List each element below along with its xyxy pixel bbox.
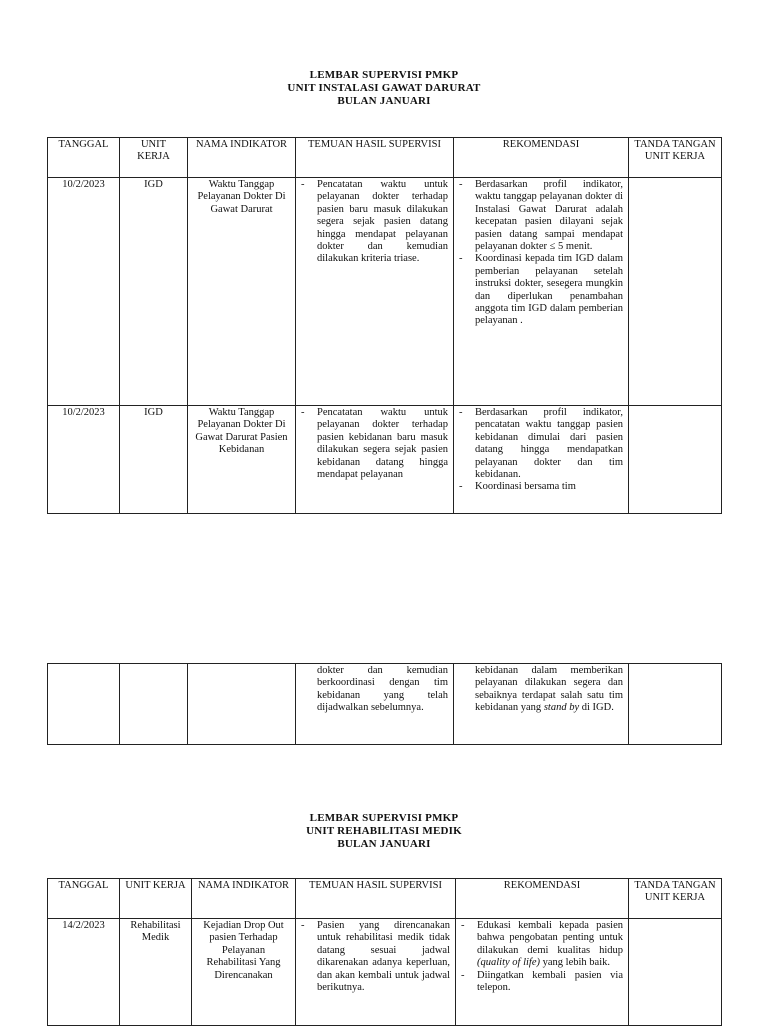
rekomendasi-item: - Berdasarkan profil indikator, waktu tanggap pelayanan dokter di Instalasi Gawat Darurat adalah kecepatan pasien dilayani sejak pasien datang sampai mendapat pelayanan dokter ≤ 5 menit. xyxy=(475,179,623,253)
header-unit-kerja: UNIT KERJA xyxy=(120,879,192,919)
rekomendasi-item: - Berdasarkan profil indikator, pencatatan waktu tanggap pasien kebidanan dimulai dari pasien datang hingga mendapatkan pelayanan dokter dan tim kebidanan. xyxy=(475,407,623,481)
cell-temuan xyxy=(296,178,454,406)
cell-temuan xyxy=(296,664,454,745)
rekomendasi-item: - Koordinasi bersama tim xyxy=(475,481,623,493)
doc2-title-line-1: LEMBAR SUPERVISI PMKP xyxy=(309,812,459,824)
cell-indikator: Waktu Tanggap Pelayanan Dokter Di Gawat Darurat Pasien Kebidanan xyxy=(188,406,296,514)
table-header-row xyxy=(48,879,722,919)
header-nama-indikator: NAMA INDIKATOR xyxy=(188,138,296,178)
doc1-title-line-2: UNIT INSTALASI GAWAT DARURAT xyxy=(287,82,481,94)
header-nama-indikator: NAMA INDIKATOR xyxy=(192,879,296,919)
doc2-title-line-2: UNIT REHABILITASI MEDIK xyxy=(306,825,462,837)
cell-tanda-tangan xyxy=(629,664,722,745)
table-row xyxy=(48,664,722,745)
doc1-title-line-3: BULAN JANUARI xyxy=(337,95,431,107)
cell-temuan xyxy=(296,919,456,1026)
header-rekomendasi: REKOMENDASI xyxy=(454,138,629,178)
header-unit-kerja: UNIT KERJA xyxy=(120,138,188,178)
rekomendasi-item: - Koordinasi kepada tim IGD dalam pemberian pelayanan setelah instruksi dokter, sesegera mungkin dan diperlukan penambahan anggota tim IGD dalam pemberian pelayanan . xyxy=(475,253,623,327)
temuan-continuation: dokter dan kemudian berkoordinasi dengan tim kebidanan yang telah dijadwalkan sebelumnya. xyxy=(317,665,448,714)
cell-indikator xyxy=(188,664,296,745)
table-header-row xyxy=(48,138,722,178)
rekomendasi-text: di IGD. xyxy=(581,702,614,714)
cell-unit xyxy=(120,664,188,745)
rekomendasi-item xyxy=(477,920,623,970)
rekomendasi-continuation xyxy=(459,665,623,715)
rekomendasi-text: kebidanan dalam memberikan pelayanan dilakukan segera dan sebaiknya terdapat salah satu tim kebidanan yang xyxy=(475,665,623,714)
temuan-item: - Pasien yang direncanakan untuk rehabilitasi medik tidak datang sesuai jadwal dikarenakan adanya keperluan, dan akan kembali untuk jadwal berikutnya. xyxy=(317,920,450,994)
table-row xyxy=(48,406,722,514)
cell-tanda-tangan xyxy=(629,919,722,1026)
header-temuan: TEMUAN HASIL SUPERVISI xyxy=(296,879,456,919)
table-row xyxy=(48,919,722,1026)
doc1-continuation-table xyxy=(47,663,722,745)
cell-tanda-tangan xyxy=(629,406,722,514)
cell-indikator: Waktu Tanggap Pelayanan Dokter Di Gawat Darurat xyxy=(188,178,296,406)
header-tanggal: TANGGAL xyxy=(48,879,120,919)
rekomendasi-text: Edukasi kembali kepada pasien bahwa pengobatan penting untuk dilakukan demi kualitas hidup xyxy=(477,920,623,956)
temuan-item: - Pencatatan waktu untuk pelayanan dokter terhadap pasien baru masuk dilakukan segera sejak pasien datang hingga mendapat pelayanan dokter dan kemudian dilakukan kriteria triase. xyxy=(317,179,448,266)
cell-rekomendasi xyxy=(454,178,629,406)
rekomendasi-text: yang lebih baik. xyxy=(542,957,610,969)
cell-rekomendasi xyxy=(454,406,629,514)
rekomendasi-emphasis: stand by xyxy=(543,702,580,714)
doc1-title-line-1: LEMBAR SUPERVISI PMKP xyxy=(309,69,459,81)
temuan-item: - Pencatatan waktu untuk pelayanan dokter terhadap pasien kebidanan baru masuk dilakukan segera sejak pasien kebidanan datang hingga mendapat pelayanan xyxy=(317,407,448,481)
cell-tanggal: 14/2/2023 xyxy=(48,919,120,1026)
header-rekomendasi: REKOMENDASI xyxy=(456,879,629,919)
header-tanggal: TANGGAL xyxy=(48,138,120,178)
cell-tanggal xyxy=(48,664,120,745)
cell-tanda-tangan xyxy=(629,178,722,406)
cell-tanggal: 10/2/2023 xyxy=(48,406,120,514)
doc2-title-line-3: BULAN JANUARI xyxy=(337,838,431,850)
header-tanda-tangan: TANDA TANGAN UNIT KERJA xyxy=(629,879,722,919)
cell-rekomendasi xyxy=(456,919,629,1026)
cell-unit: IGD xyxy=(120,178,188,406)
cell-temuan xyxy=(296,406,454,514)
cell-unit: Rehabilitasi Medik xyxy=(120,919,192,1026)
cell-indikator: Kejadian Drop Out pasien Terhadap Pelayanan Rehabilitasi Yang Direncanakan xyxy=(192,919,296,1026)
rekomendasi-item: - Diingatkan kembali pasien via telepon. xyxy=(477,970,623,995)
cell-rekomendasi xyxy=(454,664,629,745)
cell-tanggal: 10/2/2023 xyxy=(48,178,120,406)
header-tanda-tangan: TANDA TANGAN UNIT KERJA xyxy=(629,138,722,178)
doc2-supervision-table xyxy=(47,878,722,1026)
cell-unit: IGD xyxy=(120,406,188,514)
table-row xyxy=(48,178,722,406)
rekomendasi-emphasis: (quality of life) xyxy=(477,957,540,969)
doc1-supervision-table xyxy=(47,137,722,514)
header-temuan: TEMUAN HASIL SUPERVISI xyxy=(296,138,454,178)
